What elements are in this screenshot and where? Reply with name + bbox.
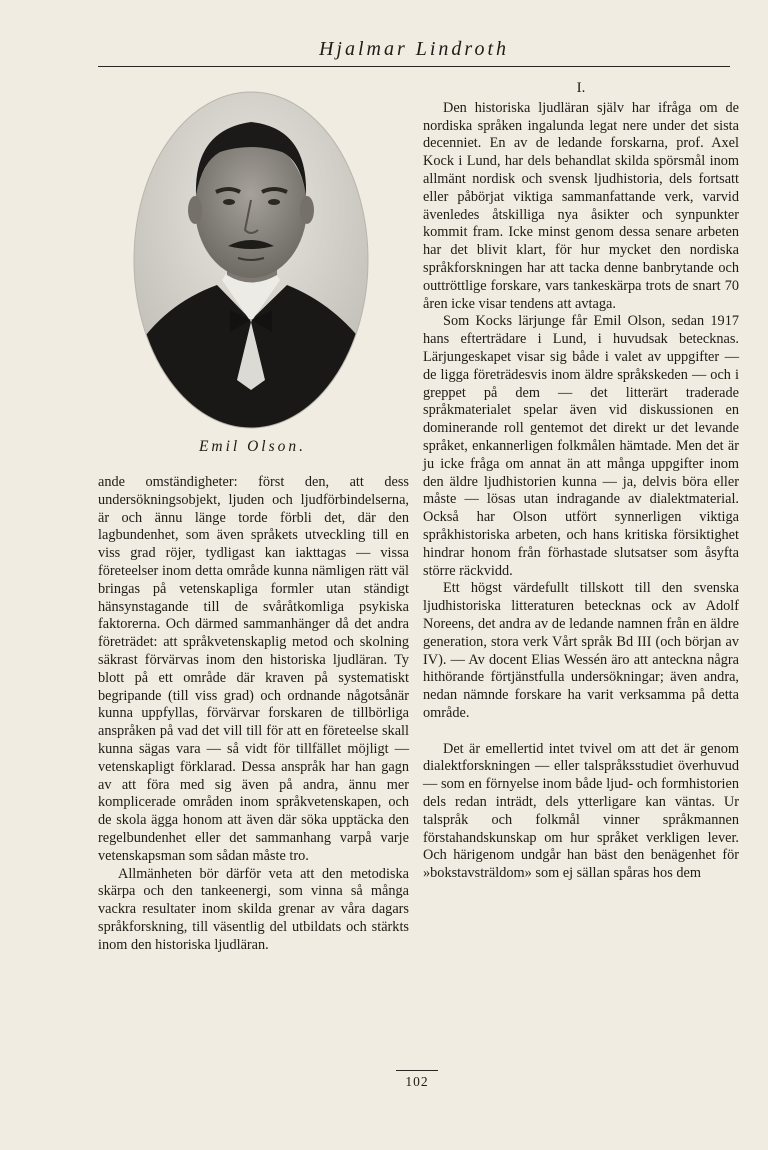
- paragraph: ande omständigheter: först den, att dess undersökningsobjekt, ljuden och ljudförbindelserna, är och ännu länge torde förbli det, där den lagbundenhet, som även språkets utveckling till en viss grad röjer, tydligast kan iakttagas — vissa företeelser inom detta område kunna nämligen rätt väl bringas på vetenskapliga formler utan ständigt hänsynstagande till de svåråtkomliga psykiska faktorerna. Och därmed sammanhänger då det andra företrädet: att språkvetenskaplig metod och skolning säkrast förvärvas inom den historiska ljudläran. Ty blott på ett område där kraven på systematiskt begripande (till viss grad) och ordnande någotsånär kunna uppfyllas, förvärvar forskaren de tillbörliga anspråken på vad det vill till för att en företeelse skall kunna sägas vara — så vidt för tillfället möjligt — vetenskapligt förklarad. Dessa anspråk har han gagn av att föra med sig även på andra, ännu mer komplicerade områden inom språkvetenskapen, och de skola ägga honom att även där söka upptäcka den regelbundenhet eller det sammanhang varpå varje vetenskapsman som sådan måste tro.: [98, 474, 409, 864]
- section-gap: [423, 723, 739, 741]
- portrait-image: [132, 90, 370, 430]
- section-number: I.: [576, 80, 586, 96]
- page-number: 102: [396, 1070, 438, 1090]
- paragraph: Allmänheten bör därför veta att den metodiska skärpa och den tankeenergi, som vinna så många vackra resultater inom skilda grenar av våra dagars språkforskning, till väsentlig del utbildats och stärkts inom den historiska ljudläran.: [98, 865, 409, 953]
- left-column: [98, 474, 409, 955]
- paragraph: Ett högst värdefullt tillskott till den svenska ljudhistoriska litteraturen betecknas ock av Adolf Noreens, det andra av de ledande namnen från en äldre generation, stora verk Vårt språk Bd III (och början av IV). — Av docent Elias Wessén äro att anteckna några hithörande förtjänstfulla undersökningar; även andra, nedan nämnde forskare ha varit verksamma på detta område.: [423, 580, 739, 721]
- portrait-photo: [132, 90, 370, 430]
- paragraph: Den historiska ljudläran själv har ifråga om de nordiska språken ingalunda legat nere under det sista decenniet. En av de ledande forskarna, prof. Axel Kock i Lund, har dels behandlat skilda spörsmål inom allmänt nordisk och svensk ljudhistoria, dels fortsatt eller påbörjat viktiga sammanfattande verk, varvid ävenledes åtskilliga nya åsikter och synpunkter kommit fram. Icke minst genom dessa senare arbeten har det blivit klart, för hur mycket den nordiska språkforskningen har att tacka denne banbrytande och outtröttlige forskare, vars tankeskärpa trots de snart 70 åren icke visar tendens att avtaga.: [423, 99, 739, 312]
- right-column: [423, 80, 739, 883]
- paragraph: Som Kocks lärjunge får Emil Olson, sedan 1917 hans efterträdare i Lund, i huvudsak betecknas. Lärjungeskapet visar sig både i valet av uppgifter — de ligga företrädesvis inom äldre språkskeden — och i greppet på dem — det litterärt traderade språkmaterialet spelar även vid diskussionen en dominerande roll gentemot det direkt ur det levande språket, enkannerligen folkmålen hämtade. Men det är ju icke fråga om annat än att många uppgifter inom den äldre ljudhistorien kunna — ja, delvis böra eller måste — lösas utan indragande av dialektmaterial. Också har Olson utfört synnerligen viktiga språkhistoriska arbeten, och hans kritiska försiktighet hindrar honom från förhastade slutsatser som åsyfta större räckvidd.: [423, 313, 739, 579]
- paragraph: Det är emellertid intet tvivel om att det är genom dialektforskningen — eller talspråksstudiet överhuvud — som en förnyelse inom både ljud- och formhistorien dels redan inträdt, dels ytterligare kan väntas. Ur talspråk och folkmål vinner språkmannen förstahandskunskap om hur språket verkligen lever. Och härigenom undgår han bäst den benägenhet för »bokstavsträldom» som ej sällan spåras hos dem: [423, 740, 739, 882]
- portrait-caption: Emil Olson.: [198, 438, 307, 455]
- running-header: Hjalmar Lindroth: [98, 36, 730, 67]
